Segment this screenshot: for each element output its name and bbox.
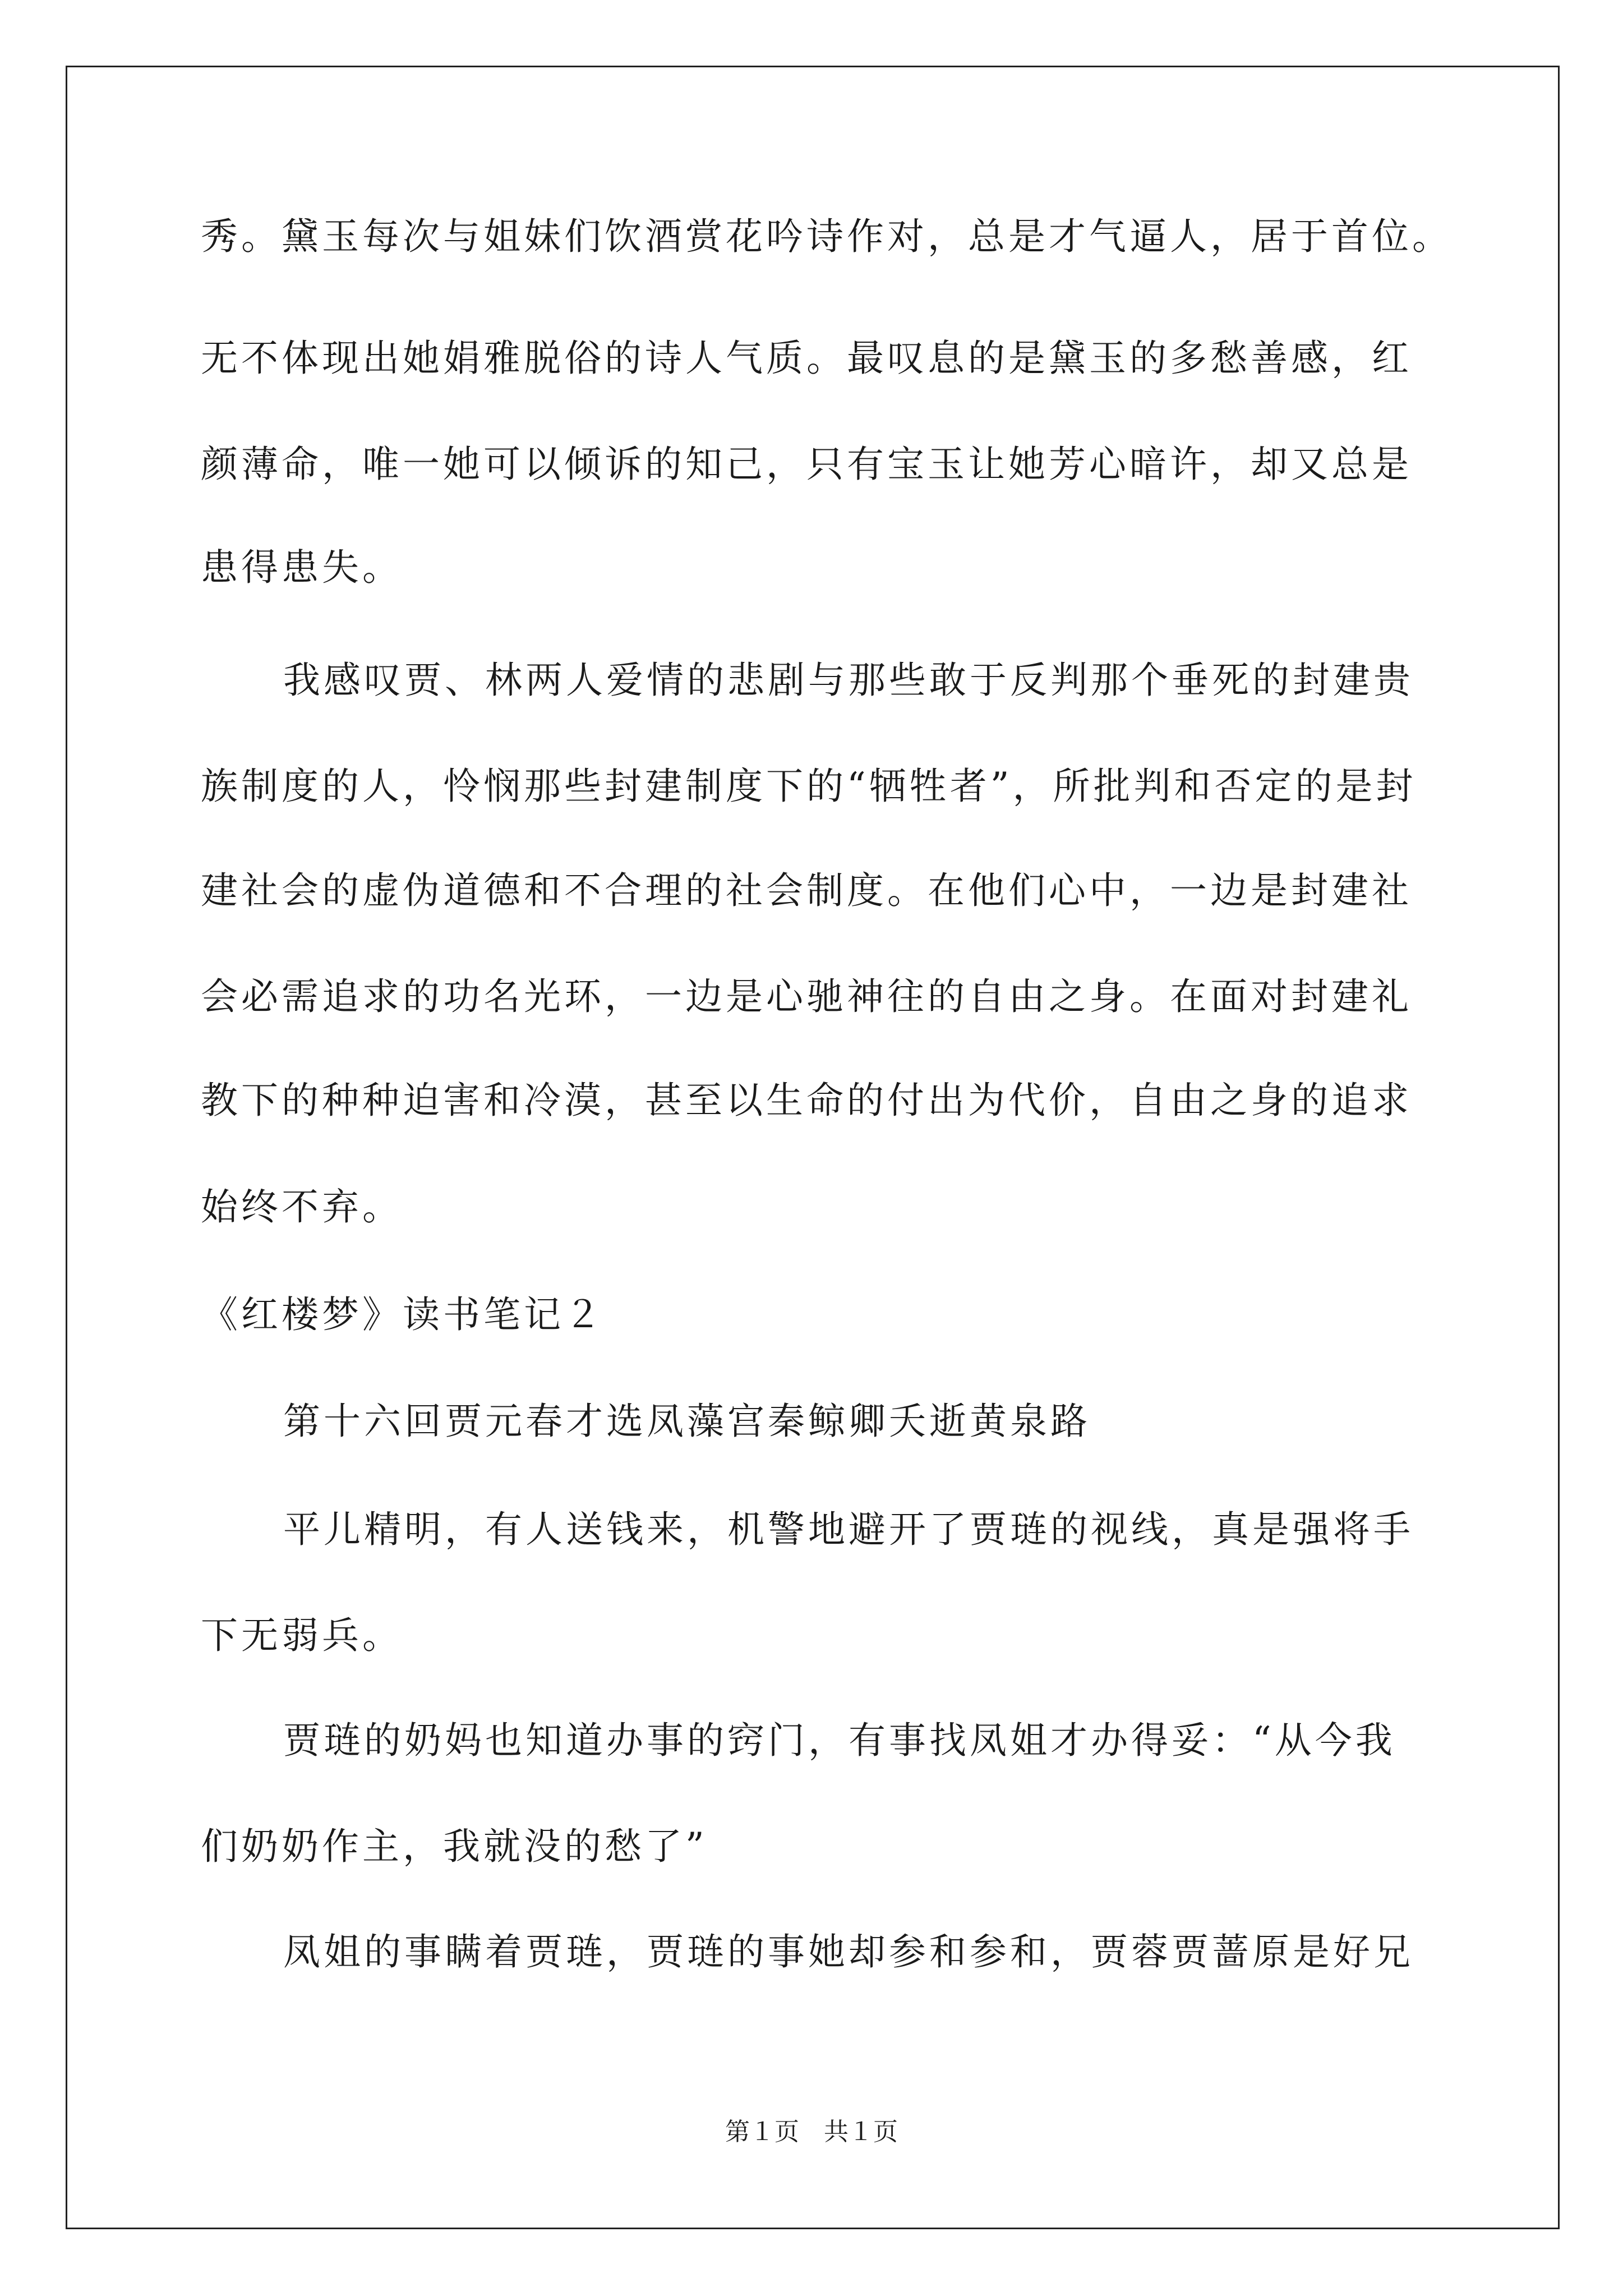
text-line: 我感叹贾、林两人爱情的悲剧与那些敢于反判那个垂死的封建贵: [283, 659, 1414, 702]
text-line: 们奶奶作主，我就没的愁了”: [201, 1825, 708, 1868]
text-line: 颜薄命，唯一她可以倾诉的知己，只有宝玉让她芳心暗许，却又总是: [201, 443, 1412, 486]
text-line: 教下的种种迫害和冷漠，甚至以生命的付出为代价，自由之身的追求: [201, 1079, 1412, 1122]
text-line: 秀。黛玉每次与姐妹们饮酒赏花吟诗作对，总是才气逼人，居于首位。: [201, 215, 1453, 258]
text-line: 族制度的人，怜悯那些封建制度下的“牺牲者”，所批判和否定的是封: [201, 765, 1417, 808]
page-number-footer: 第１页 共１页: [725, 2118, 898, 2146]
text-line: 第十六回贾元春才选凤藻宫秦鲸卿夭逝黄泉路: [283, 1400, 1091, 1443]
text-line: 平儿精明，有人送钱来，机警地避开了贾琏的视线，真是强将手: [283, 1508, 1414, 1551]
section-heading: 《红楼梦》读书笔记２: [201, 1293, 605, 1336]
text-line: 凤姐的事瞒着贾琏，贾琏的事她却参和参和，贾蓉贾蔷原是好兄: [283, 1930, 1414, 1973]
text-line: 会必需追求的功名光环，一边是心驰神往的自由之身。在面对封建礼: [201, 975, 1412, 1018]
page-border: [66, 66, 1560, 2229]
text-line: 下无弱兵。: [201, 1614, 403, 1657]
text-line: 无不体现出她娟雅脱俗的诗人气质。最叹息的是黛玉的多愁善感，红: [201, 337, 1412, 380]
text-line: 患得患失。: [201, 546, 403, 589]
text-line: 始终不弃。: [201, 1185, 403, 1228]
text-line: 建社会的虚伪道德和不合理的社会制度。在他们心中，一边是封建社: [201, 869, 1412, 912]
text-line: 贾琏的奶妈也知道办事的窍门，有事找凤姐才办得妥：“从今我: [283, 1719, 1396, 1762]
